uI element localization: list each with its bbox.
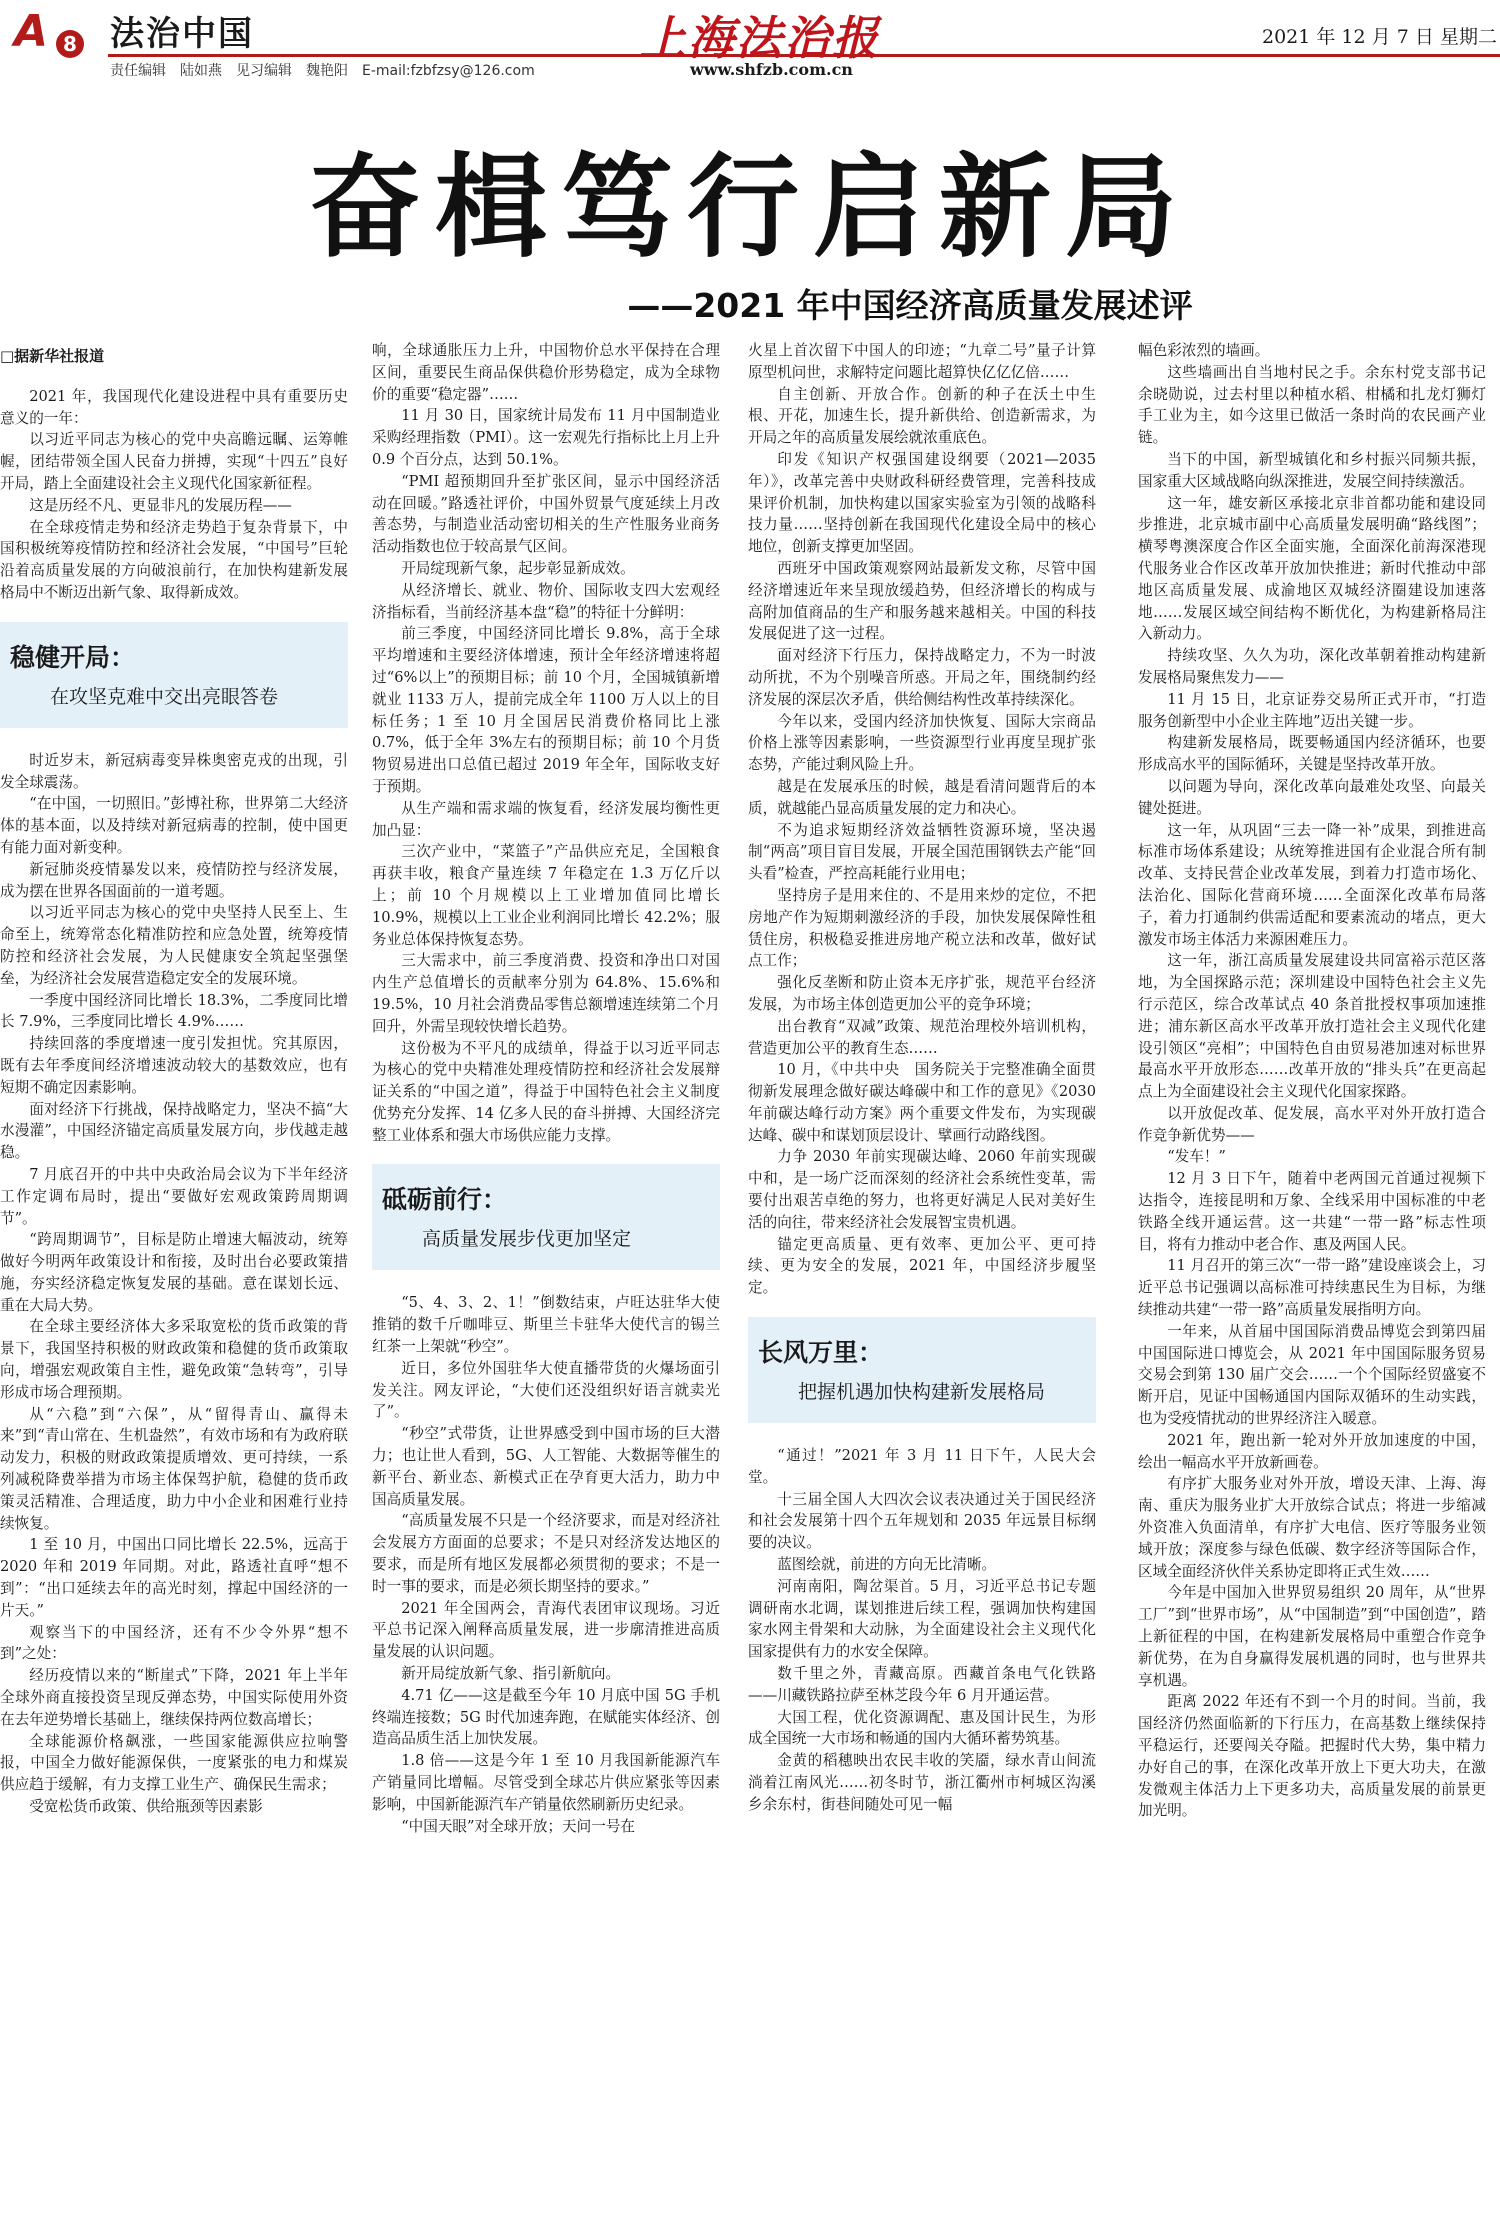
paragraph: 以习近平同志为核心的党中央坚持人民至上、生命至上，统筹常态化精准防控和应急处置，统筹疫情防控和经济社会发展，为人民健康安全筑起坚强堡垒，为经济社会发展营造稳定安全的发展环境。 <box>0 904 348 987</box>
subhead-subtitle: 高质量发展步伐更加坚定 <box>422 1228 632 1251</box>
paragraph: 11 月召开的第三次“一带一路”建设座谈会上，习近平总书记强调以高标准可持续惠民生为目标，为继续推动共建“一带一路”高质量发展指明方向。 <box>1138 1257 1486 1319</box>
paragraph: 观察当下的中国经济，还有不少令外界“想不到”之处： <box>0 1623 348 1663</box>
paragraph: 经历疫情以来的“断崖式”下降，2021 年上半年全球外商直接投资呈现反弹态势，中国实际使用外资在去年逆势增长基础上，继续保持两位数高增长； <box>0 1667 348 1728</box>
article-byline: □据新华社报道 <box>0 347 105 365</box>
paragraph: 坚持房子是用来住的、不是用来炒的定位，不把房地产作为短期刺激经济的手段，加快发展保障性租赁住房，积极稳妥推进房地产税立法和改革，做好试点工作； <box>748 886 1096 970</box>
section-subhead-1 <box>0 622 348 728</box>
paragraph: 近日，多位外国驻华大使直播带货的火爆场面引发关注。网友评论，“大使们还没组织好语言就卖光了”。 <box>372 1359 720 1421</box>
paragraph: 2021 年全国两会，青海代表团审议现场。习近平总书记深入阐释高质量发展，进一步廓清推进高质量发展的认识问题。 <box>372 1599 720 1661</box>
paragraph: 开局绽现新气象，起步彰显新成效。 <box>401 559 635 577</box>
paragraph: 新冠肺炎疫情暴发以来，疫情防控与经济发展，成为摆在世界各国面前的一道考题。 <box>0 860 348 900</box>
paragraph: 前三季度，中国经济同比增长 9.8%，高于全球平均增速和主要经济体增速，预计全年经济增速将超过“6%以上”的预期目标；前 10 个月，全国城镇新增就业 1133 万人，提前完成全年 1100 万人以上的目标任务；1 至 10 月全国居民消费价格同比上涨 0.7%，低于全年 3%左右的预期目标；前 10 个月货物贸易进出口总值已超过 2019 年全年，国际收支好于预期。 <box>372 625 720 795</box>
paragraph: 2021 年，我国现代化建设进程中具有重要历史意义的一年： <box>0 387 348 427</box>
paragraph: 当下的中国，新型城镇化和乡村振兴同频共振，国家重大区域战略向纵深推进，发展空间持续激活。 <box>1138 450 1486 490</box>
paragraph: 一年来，从首届中国国际消费品博览会到第四届中国国际进口博览会，从 2021 年中国国际服务贸易交易会到第 130 届广交会……一个个国际经贸盛宴不断开启，见证中国畅通国内国际双循环的生动实践，也为受疫情扰动的世界经济注入暖意。 <box>1138 1322 1486 1428</box>
paragraph: 11 月 15 日，北京证券交易所正式开市，“打造服务创新型中小企业主阵地”迈出关键一步。 <box>1138 690 1486 730</box>
paragraph: 面对经济下行挑战，保持战略定力，坚决不搞“大水漫灌”，中国经济锚定高质量发展方向，步伐越走越稳。 <box>0 1100 348 1162</box>
paragraph: 力争 2030 年前实现碳达峰、2060 年前实现碳中和，是一场广泛而深刻的经济社会系统性变革，需要付出艰苦卓绝的努力，也将更好满足人民对美好生活的向往，带来经济社会发展智宝贵机遇。 <box>748 1148 1096 1231</box>
paragraph: 从生产端和需求端的恢复看，经济发展均衡性更加凸显： <box>372 799 720 839</box>
paragraph: 构建新发展格局，既要畅通国内经济循环，也要形成高水平的国际循环，关键是坚持改革开放。 <box>1138 734 1486 774</box>
paragraph: 在全球主要经济体大多采取宽松的货币政策的背景下，我国坚持积极的财政政策和稳健的货币政策取向，增强宏观政策自主性，避免政策“急转弯”，引导形成市场合理预期。 <box>0 1318 348 1401</box>
paragraph: 大国工程，优化资源调配、惠及国计民生，为形成全国统一大市场和畅通的国内大循环蓄势筑基。 <box>748 1708 1096 1748</box>
subhead-subtitle: 把握机遇加快构建新发展格局 <box>798 1381 1046 1404</box>
issue-date: 2021 年 12 月 7 日 <box>1262 26 1434 48</box>
page-letter: A <box>14 6 49 57</box>
article-column-3 <box>748 340 1096 2226</box>
section-subhead-2 <box>372 1164 720 1270</box>
article-subheadline: ——2021 年中国经济高质量发展述评 <box>627 286 1193 325</box>
paragraph: 12 月 3 日下午，随着中老两国元首通过视频下达指令，连接昆明和万象、全线采用中国标准的中老铁路全线开通运营。这一共建“一带一路”标志性项目，将有力推动中老合作、惠及两国人民。 <box>1138 1170 1486 1253</box>
paragraph: 11 月 30 日，国家统计局发布 11 月中国制造业采购经理指数（PMI）。这一宏观先行指标比上月上升 0.9 个百分点，达到 50.1%。 <box>372 407 720 468</box>
article-column-1 <box>0 340 348 2226</box>
paragraph: 响，全球通胀压力上升，中国物价总水平保持在合理区间，重要民生商品保供稳价形势稳定，成为全球物价的重要“稳定器”…… <box>372 342 720 403</box>
subhead-title: 砥砺前行： <box>382 1185 508 1215</box>
paragraph: 强化反垄断和防止资本无序扩张，规范平台经济发展，为市场主体创造更加公平的竞争环境； <box>748 974 1096 1013</box>
paragraph: 三次产业中，“菜篮子”产品供应充足，全国粮食再获丰收，粮食产量连续 7 年稳定在 1.3 万亿斤以上；前 10 个月规模以上工业增加值同比增长 10.9%，规模以上工业企业利润同比增长 42.2%；服务业总体保持恢复态势。 <box>372 843 720 948</box>
paragraph: 以问题为导向，深化改革向最难处攻坚、向最关键处挺进。 <box>1138 777 1486 817</box>
paragraph: 持续攻坚、久久为功，深化改革朝着推动构建新发展格局聚焦发力—— <box>1138 647 1486 686</box>
paragraph: 以习近平同志为核心的党中央高瞻远瞩、运筹帷幄，团结带领全国人民奋力拼搏，实现“十四五”良好开局，踏上全面建设社会主义现代化国家新征程。 <box>0 431 348 492</box>
paragraph: “秒空”式带货，让世界感受到中国市场的巨大潜力；也让世人看到，5G、人工智能、大数据等催生的新平台、新业态、新模式正在孕育更大活力，助力中国高质量发展。 <box>372 1425 720 1508</box>
paragraph: 这些墙画出自当地村民之手。余东村党支部书记余晓勋说，过去村里以种植水稻、柑橘和扎龙灯狮灯手工业为主，如今这里已做活一条时尚的农民画产业链。 <box>1138 363 1486 447</box>
paragraph: “中国天眼”对全球开放；天问一号在 <box>401 1817 636 1835</box>
paragraph: 这一年，从巩固“三去一降一补”成果，到推进高标准市场体系建设；从统筹推进国有企业混合所有制改革、支持民营企业改革发展，到着力打造市场化、法治化、国际化营商环境……全面深化改革布局落子，着力打通制约供需适配和要素流动的堵点，更大激发市场主体活力来源困难压力。 <box>1138 821 1486 948</box>
article-column-2 <box>372 340 720 2226</box>
paragraph: 7 月底召开的中共中央政治局会议为下半年经济工作定调布局时，提出“要做好宏观政策跨周期调节”。 <box>0 1165 348 1227</box>
paragraph: 这一年，雄安新区承接北京非首都功能和建设同步推进，北京城市副中心高质量发展明确“路线图”；横琴粤澳深度合作区全面实施，全面深化前海深港现代服务业合作区改革开放加快推进；新时代推动中部地区高质量发展、成渝地区双城经济圈建设加速落地……发展区域空间结构不断优化，为构建新格局注入新动力。 <box>1138 494 1486 643</box>
paragraph: 不为追求短期经济效益牺牲资源环境，坚决遏制“两高”项目盲目发展，开展全国范围钢铁去产能“回头看”检查，严控高耗能行业用电； <box>748 821 1096 883</box>
editor-credits: 责任编辑 陆如燕 见习编辑 魏艳阳 E-mail:fzbfzsy@126.com <box>110 63 535 79</box>
paragraph: 1.8 倍——这是今年 1 至 10 月我国新能源汽车产销量同比增幅。尽管受到全球芯片供应紧张等因素影响，中国新能源汽车产销量依然刷新历史纪录。 <box>372 1752 720 1813</box>
paragraph: 今年以来，受国内经济加快恢复、国际大宗商品价格上涨等因素影响，一些资源型行业再度呈现扩张态势，产能过剩风险上升。 <box>748 712 1096 774</box>
paragraph: 新开局绽放新气象、指引新航向。 <box>401 1665 621 1683</box>
subhead-title: 稳健开局： <box>10 642 136 672</box>
paragraph: 10 月，《中共中央 国务院关于完整准确全面贯彻新发展理念做好碳达峰碳中和工作的意见》《2030 年前碳达峰行动方案》两个重要文件发布，为实现碳达峰、碳中和谋划顶层设计、擘画行动路线图。 <box>748 1061 1096 1144</box>
issue-weekday: 星期二 <box>1440 26 1498 48</box>
subhead-title: 长风万里： <box>758 1338 884 1368</box>
paragraph: 全球能源价格飙涨，一些国家能源供应拉响警报，中国全力做好能源保供，一度紧张的电力和煤炭供应趋于缓解，有力支撑工业生产、确保民生需求； <box>0 1732 348 1794</box>
paragraph: 在全球疫情走势和经济走势趋于复杂背景下，中国积极统筹疫情防控和经济社会发展，“中国号”巨轮沿着高质量发展的方向破浪前行，在加快构建新发展格局中不断迈出新气象、取得新成效。 <box>0 518 348 601</box>
paragraph: 4.71 亿——这是截至今年 10 月底中国 5G 手机终端连接数；5G 时代加速奔跑，在赋能实体经济、创造高品质生活上加快发展。 <box>372 1686 720 1748</box>
paragraph: 河南南阳，陶岔渠首。5 月，习近平总书记专题调研南水北调，谋划推进后续工程，强调加快构建国家水网主骨架和大动脉，为全面建设社会主义现代化国家提供有力的水安全保障。 <box>748 1577 1096 1661</box>
paragraph: “5、4、3、2、1！”倒数结束，卢旺达驻华大使推销的数千斤咖啡豆、斯里兰卡驻华大使代言的锡兰红茶一上架就“秒空”。 <box>372 1294 720 1356</box>
masthead <box>0 0 1500 88</box>
paragraph: 持续回落的季度增速一度引发担忧。究其原因，既有去年季度间经济增速波动较大的基数效应，也有短期不确定因素影响。 <box>0 1035 348 1096</box>
paragraph: “在中国，一切照旧。”彭博社称，世界第二大经济体的基本面，以及持续对新冠病毒的控制，使中国更有能力面对新变种。 <box>0 795 348 856</box>
subhead-subtitle: 在攻坚克难中交出亮眼答卷 <box>50 685 279 708</box>
paragraph: 从“六稳”到“六保”，从“留得青山、赢得未来”到“青山常在、生机盎然”，有效市场和有为政府联动发力，积极的财政政策提质增效、更可持续，一系列减税降费举措为市场主体保驾护航，稳健的货币政策灵活精准、合理适度，助力中小企业和困难行业持续恢复。 <box>0 1405 348 1532</box>
page-number-badge <box>4 6 96 64</box>
paragraph: 从经济增长、就业、物价、国际收支四大宏观经济指标看，当前经济基本盘“稳”的特征十分鲜明： <box>372 581 720 621</box>
paragraph: 这份极为不平凡的成绩单，得益于以习近平同志为核心的党中央精准处理疫情防控和经济社会发展辩证关系的“中国之道”，得益于中国特色社会主义制度优势充分发挥、14 亿多人民的奋斗拼搏、大国经济完整工业体系和强大市场供应能力支撑。 <box>372 1039 720 1144</box>
section-title: 法治中国 <box>110 14 254 54</box>
paragraph: 幅色彩浓烈的墙画。 <box>1138 342 1270 359</box>
paragraph: “发车！” <box>1167 1148 1226 1166</box>
paragraph: 十三届全国人大四次会议表决通过关于国民经济和社会发展第十四个五年规划和 2035 年远景目标纲要的决议。 <box>748 1490 1096 1552</box>
paragraph: 金黄的稻穗映出农民丰收的笑靥，绿水青山间流淌着江南风光……初冬时节，浙江衢州市柯城区沟溪乡余东村，街巷间随处可见一幅 <box>748 1752 1096 1813</box>
paragraph: 1 至 10 月，中国出口同比增长 22.5%，远高于 2020 年和 2019 年同期。对此，路透社直呼“想不到”：“出口延续去年的高光时刻，撑起中国经济的一片天。” <box>0 1536 348 1619</box>
paragraph: 出台教育“双减”政策、规范治理校外培训机构，营造更加公平的教育生态…… <box>748 1017 1096 1057</box>
section-subhead-3 <box>748 1317 1096 1423</box>
paragraph: 有序扩大服务业对外开放，增设天津、上海、海南、重庆为服务业扩大开放综合试点；将进一步缩减外资准入负面清单，有序扩大电信、医疗等服务业领域开放；深度参与绿色低碳、数字经济等国际合作，区域全面经济伙伴关系协定即将正式生效…… <box>1138 1475 1486 1580</box>
paragraph: “跨周期调节”，目标是防止增速大幅波动，统筹做好今明两年政策设计和衔接，及时出台必要政策措施，夯实经济稳定恢复发展的基础。意在谋划长远、重在大局大势。 <box>0 1231 348 1314</box>
paragraph: “PMI 超预期回升至扩张区间，显示中国经济活动在回暖。”路透社评价，中国外贸景气度延续上月改善态势，与制造业活动密切相关的生产性服务业商务活动指数也位于较高景气区间。 <box>372 472 720 556</box>
newspaper-logo: 上海法治报 <box>640 11 880 65</box>
newspaper-url: www.shfzb.com.cn <box>690 60 853 79</box>
paragraph: 三大需求中，前三季度消费、投资和净出口对国内生产总值增长的贡献率分别为 64.8%、15.6%和 19.5%，10 月社会消费品零售总额增速连续第二个月回升，外需呈现较快增长趋势。 <box>372 952 720 1035</box>
paragraph: 这是历经不凡、更显非凡的发展历程—— <box>29 496 292 514</box>
paragraph: 受宽松货币政策、供给瓶颈等因素影 <box>29 1798 263 1816</box>
paragraph: 火星上首次留下中国人的印迹；“九章二号”量子计算原型机问世，求解特定问题比超算快亿亿亿倍…… <box>748 342 1096 381</box>
paragraph: 一季度中国经济同比增长 18.3%，二季度同比增长 7.9%，三季度同比增长 4.9%…… <box>0 991 348 1031</box>
paragraph: “通过！”2021 年 3 月 11 日下午，人民大会堂。 <box>748 1447 1096 1486</box>
paragraph: 自主创新、开放合作。创新的种子在沃土中生根、开花，加速生长，提升新供给、创造新需求，为开局之年的高质量发展绘就浓重底色。 <box>748 385 1096 447</box>
paragraph: 蓝图绘就，前进的方向无比清晰。 <box>777 1556 997 1574</box>
paragraph: 面对经济下行压力，保持战略定力，不为一时波动所扰，不为个别噪音所惑。开局之年，围绕制约经济发展的深层次矛盾，供给侧结构性改革持续深化。 <box>748 647 1096 708</box>
paragraph: 印发《知识产权强国建设纲要（2021—2035 年）》，改革完善中央财政科研经费管理，完善科技成果评价机制，加快构建以国家实验室为引领的战略科技力量……坚持创新在我国现代化建设全局中的核心地位，创新支撑更加坚固。 <box>748 450 1096 556</box>
paragraph: 锚定更高质量、更有效率、更加公平、更可持续、更为安全的发展，2021 年，中国经济步履坚定。 <box>748 1235 1096 1297</box>
paragraph: 时近岁末，新冠病毒变异株奥密克戎的出现，引发全球震荡。 <box>0 751 348 791</box>
paragraph: 越是在发展承压的时候，越是看清问题背后的本质，就越能凸显高质量发展的定力和决心。 <box>748 777 1096 817</box>
article-headline: 奋楫笃行启新局 <box>309 143 1191 273</box>
paragraph: 数千里之外，青藏高原。西藏首条电气化铁路——川藏铁路拉萨至林芝段今年 6 月开通运营。 <box>748 1665 1096 1704</box>
article-column-4 <box>1138 340 1486 2226</box>
page-number: 8 <box>56 30 84 58</box>
paragraph: 距离 2022 年还有不到一个月的时间。当前，我国经济仍然面临新的下行压力，在高基数上继续保持平稳运行，还要闯关夺隘。把握时代大势，集中精力办好自己的事，在深化改革开放上下更大功夫，在激发微观主体活力上下更多功夫，高质量发展的前景更加光明。 <box>1138 1693 1486 1820</box>
paragraph: 今年是中国加入世界贸易组织 20 周年，从“世界工厂”到“世界市场”，从“中国制造”到“中国创造”，踏上新征程的中国，在构建新发展格局中重塑合作竞争新优势，在为自身赢得发展机遇的同时，也与世界共享机遇。 <box>1138 1584 1486 1689</box>
paragraph: 2021 年，跑出新一轮对外开放加速度的中国，绘出一幅高水平开放新画卷。 <box>1138 1431 1486 1471</box>
paragraph: 西班牙中国政策观察网站最新发文称，尽管中国经济增速近年来呈现放缓趋势，但经济增长的构成与高附加值商品的生产和服务越来越相关。中国的科技发展促进了这一过程。 <box>748 559 1096 643</box>
paragraph: “高质量发展不只是一个经济要求，而是对经济社会发展方方面面的总要求；不是只对经济发达地区的要求，而是所有地区发展都必须贯彻的要求；不是一时一事的要求，而是必须长期坚持的要求。” <box>372 1512 720 1595</box>
paragraph: 这一年，浙江高质量发展建设共同富裕示范区落地，为全国探路示范；深圳建设中国特色社会主义先行示范区，综合改革试点 40 条首批授权事项加速推进；浦东新区高水平改革开放打造社会主义现代化建设引领区“亮相”；中国特色自由贸易港加速对标世界最高水平开放形态……改革开放的“排头兵”在更高起点上为全面建设社会主义现代化国家探路。 <box>1138 952 1486 1101</box>
paragraph: 以开放促改革、促发展，高水平对外开放打造合作竞争新优势—— <box>1138 1104 1486 1144</box>
